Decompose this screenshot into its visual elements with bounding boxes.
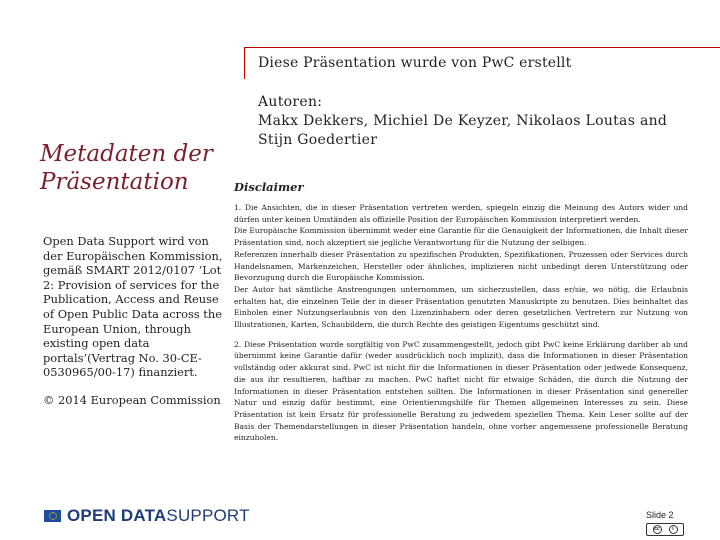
eu-flag-icon bbox=[44, 510, 61, 522]
authors-block bbox=[258, 93, 698, 150]
header-rule bbox=[244, 47, 720, 48]
by-icon: i bbox=[669, 525, 678, 534]
logo-text-support: SUPPORT bbox=[166, 506, 250, 525]
creative-commons-icon bbox=[646, 523, 684, 536]
disclaimer-paragraph: 2. Diese Präsentation wurde sorgfältig von PwC zusammengestellt, jedoch gibt PwC keine Erklärung darüber ab und übernimmt keine Garantie dafür (weder ausdrücklich noch implizit), dass die Informationen in dieser Präsentation vollständig oder akkurat sind. PwC ist nicht für die Informationen in dieser Präsentation oder jedwede Konsequenz, die aus ihr resultieren, haftbar zu machen. PwC haftet nicht für etwaige Schäden, die durch die Nutzung der Informationen in dieser Präsentation entstehen sollten. Die Informationen in dieser Präsentation sind genereller Natur und einzig dafür bestimmt, eine Orientierungshilfe für Themen allgemeinen Interesses zu sein. Diese Präsentation ist kein Ersatz für professionelle Beratung zu jedwedem speziellen Thema. Kein Leser sollte auf der Basis der Themendarstellungen in dieser Präsentation handeln, ohne vorher angemessene professionelle Beratung einzuholen. bbox=[234, 339, 688, 443]
disclaimer-paragraph: 1. Die Ansichten, die in dieser Präsentation vertreten werden, spiegeln einzig die Meinung des Autors wider und dürfen unter keinen Umständen als offizielle Position der Europäischen Kommission interpretiert werden. bbox=[234, 203, 688, 224]
disclaimer-body bbox=[234, 202, 688, 444]
header-note: Diese Präsentation wurde von PwC erstellt bbox=[258, 55, 572, 71]
disclaimer-paragraph: Referenzen innerhalb dieser Präsentation zu spezifischen Produkten, Spezifikationen, Prozessen oder Services durch Handelsnamen, Markenzeichen, Hersteller oder ähnliches, implizieren nicht unbedingt deren Unterstützung oder Bevorzugung durch die Europäische Kommission. bbox=[234, 249, 688, 283]
cc-icon: cc bbox=[654, 526, 660, 532]
funding-description: Open Data Support wird von der Europäischen Kommission, gemäß SMART 2012/0107 ‘Lot 2: Provision of services for the Publication, Access and Reuse of Open Public Data across the European Union, through existing open data portals’(Vertrag No. 30-CE-0530965/00-17) finanziert. bbox=[43, 234, 223, 380]
authors-names: Makx Dekkers, Michiel De Keyzer, Nikolaos Loutas and Stijn Goedertier bbox=[258, 113, 668, 148]
slide-number: Slide 2 bbox=[646, 510, 674, 520]
copyright-notice: © 2014 European Commission bbox=[43, 393, 221, 407]
header-bracket bbox=[244, 47, 245, 79]
authors-label: Autoren: bbox=[258, 94, 323, 110]
disclaimer-paragraph: Die Europäische Kommission übernimmt weder eine Garantie für die Genauigkeit der Informationen, die Inhalt dieser Präsentation sind, noch akzeptiert sie jegliche Verantwortung für die Nutzung der selbigen. bbox=[234, 226, 688, 248]
disclaimer-paragraph: Der Autor hat sämtliche Anstrengungen unternommen, um sicherzustellen, dass er/sie, wo nötig, die Erlaubnis erhalten hat, die einzelnen Teile der in dieser Präsentation genutzten Manuskripte zu benutzen. Dies beinhaltet das Einholen einer Nutzungserlaubnis von den Lizenzinhabern oder deren gesetzlichen Vertretern zur Nutzung von Illustrationen, Karten, Schaubildern, die durch Rechte des geistigen Eigentums geschützt sind. bbox=[234, 284, 688, 330]
logo-text-open-data: OPEN DATA bbox=[67, 506, 167, 525]
disclaimer-title: Disclaimer bbox=[234, 180, 304, 194]
open-data-support-logo bbox=[44, 506, 250, 526]
page-title: Metadaten der Präsentation bbox=[40, 141, 213, 195]
logo-text bbox=[67, 506, 250, 526]
